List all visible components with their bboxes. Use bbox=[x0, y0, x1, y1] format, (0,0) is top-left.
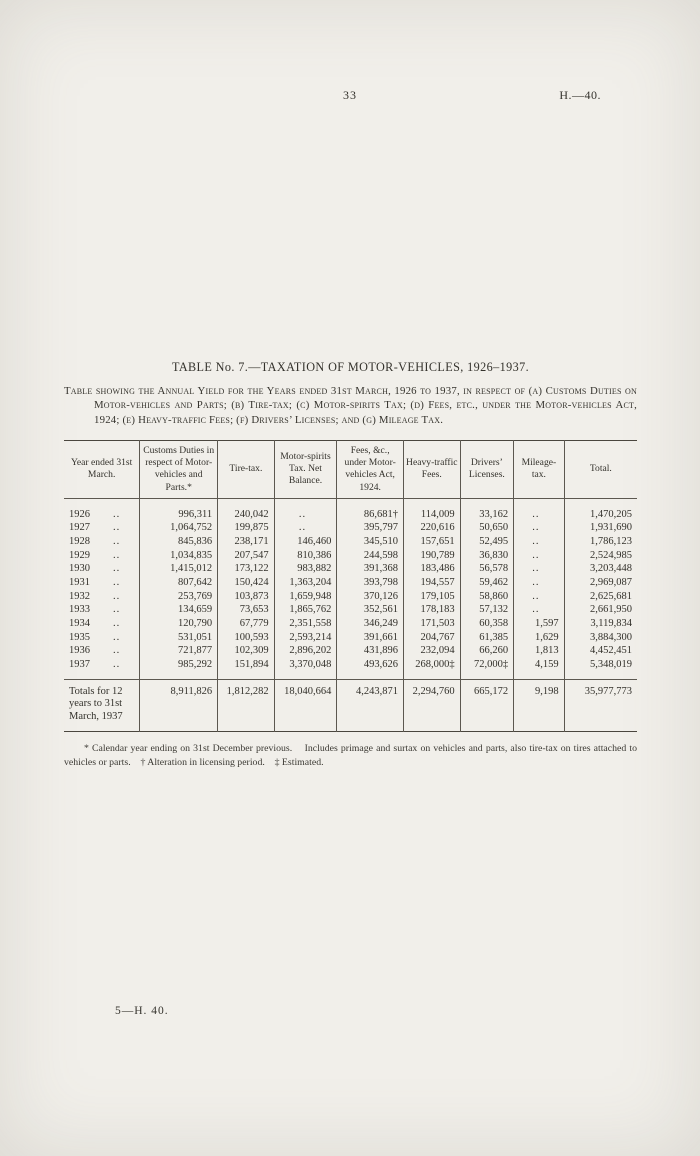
value-cell: 73,653 bbox=[218, 603, 275, 617]
value-cell: 370,126 bbox=[337, 590, 404, 604]
value-cell: 2,524,985 bbox=[564, 549, 637, 563]
year-label: 1932 bbox=[69, 590, 90, 602]
value-cell: 151,894 bbox=[218, 658, 275, 679]
column-header: Tire-tax. bbox=[218, 440, 275, 498]
totals-value-cell: 18,040,664 bbox=[274, 679, 337, 732]
value-cell: 61,385 bbox=[460, 631, 514, 645]
year-leader-dots: .. bbox=[113, 577, 121, 589]
value-cell: 207,547 bbox=[218, 549, 275, 563]
value-cell: 493,626 bbox=[337, 658, 404, 679]
value-cell: 59,462 bbox=[460, 576, 514, 590]
value-cell: 52,495 bbox=[460, 535, 514, 549]
value-cell: 1,470,205 bbox=[564, 498, 637, 521]
value-cell: 1,064,752 bbox=[140, 521, 218, 535]
year-leader-dots: .. bbox=[113, 563, 121, 575]
year-cell bbox=[64, 549, 140, 563]
value-cell: 1,034,835 bbox=[140, 549, 218, 563]
value-cell: 238,171 bbox=[218, 535, 275, 549]
year-label: 1926 bbox=[69, 508, 90, 520]
value-cell: 531,051 bbox=[140, 631, 218, 645]
year-leader-dots: .. bbox=[113, 631, 121, 643]
value-cell: .. bbox=[514, 576, 565, 590]
table-row bbox=[64, 617, 637, 631]
year-leader-dots: .. bbox=[113, 604, 121, 616]
year-label: 1934 bbox=[69, 617, 90, 629]
year-cell bbox=[64, 658, 140, 679]
value-cell: 3,884,300 bbox=[564, 631, 637, 645]
value-cell: 4,452,451 bbox=[564, 644, 637, 658]
year-cell bbox=[64, 631, 140, 645]
year-label: 1927 bbox=[69, 522, 90, 534]
value-cell: 1,931,690 bbox=[564, 521, 637, 535]
year-label: 1933 bbox=[69, 604, 90, 616]
totals-value-cell: 2,294,760 bbox=[404, 679, 461, 732]
value-cell: 346,249 bbox=[337, 617, 404, 631]
year-cell bbox=[64, 498, 140, 521]
value-cell: 2,896,202 bbox=[274, 644, 337, 658]
year-leader-dots: .. bbox=[113, 617, 121, 629]
value-cell: 232,094 bbox=[404, 644, 461, 658]
value-cell: 60,358 bbox=[460, 617, 514, 631]
value-cell: 86,681† bbox=[337, 498, 404, 521]
table-row bbox=[64, 521, 637, 535]
value-cell: 190,789 bbox=[404, 549, 461, 563]
value-cell: 5,348,019 bbox=[564, 658, 637, 679]
value-cell: 391,661 bbox=[337, 631, 404, 645]
year-cell bbox=[64, 644, 140, 658]
column-header: Motor-spirits Tax. Net Balance. bbox=[274, 440, 337, 498]
year-label: 1937 bbox=[69, 658, 90, 670]
year-leader-dots: .. bbox=[113, 658, 121, 670]
value-cell: 2,969,087 bbox=[564, 576, 637, 590]
value-cell: 56,578 bbox=[460, 562, 514, 576]
column-header: Fees, &c., under Motor-vehicles Act, 1924. bbox=[337, 440, 404, 498]
value-cell: 114,009 bbox=[404, 498, 461, 521]
year-leader-dots: .. bbox=[113, 549, 121, 561]
value-cell: 391,368 bbox=[337, 562, 404, 576]
value-cell: 3,203,448 bbox=[564, 562, 637, 576]
value-cell: 1,865,762 bbox=[274, 603, 337, 617]
totals-value-cell: 8,911,826 bbox=[140, 679, 218, 732]
value-cell: .. bbox=[514, 498, 565, 521]
value-cell: 171,503 bbox=[404, 617, 461, 631]
year-cell bbox=[64, 603, 140, 617]
page-header bbox=[0, 88, 700, 104]
table-row bbox=[64, 644, 637, 658]
column-header: Customs Duties in respect of Motor-vehicles and Parts.* bbox=[140, 440, 218, 498]
value-cell: 72,000‡ bbox=[460, 658, 514, 679]
value-cell: .. bbox=[514, 521, 565, 535]
value-cell: .. bbox=[514, 603, 565, 617]
value-cell: 2,351,558 bbox=[274, 617, 337, 631]
year-cell bbox=[64, 617, 140, 631]
totals-value-cell: 35,977,773 bbox=[564, 679, 637, 732]
value-cell: 1,813 bbox=[514, 644, 565, 658]
document-reference: H.—40. bbox=[559, 88, 601, 102]
column-header: Heavy-traffic Fees. bbox=[404, 440, 461, 498]
value-cell: 178,183 bbox=[404, 603, 461, 617]
table-description: Table showing the Annual Yield for the Years ended 31st March, 1926 to 1937, in respect of (a) Customs Duties on Motor-vehicles and Parts; (b) Tire-tax; (c) Motor-spirits Tax; (d) Fees, etc., under the Motor-vehicles Act, 1924; (e) Heavy-traffic Fees; (f) Drivers’ Licenses; and (g) Mileage Tax. bbox=[64, 385, 637, 426]
value-cell: 150,424 bbox=[218, 576, 275, 590]
value-cell: 183,486 bbox=[404, 562, 461, 576]
year-label: 1936 bbox=[69, 645, 90, 657]
value-cell: 102,309 bbox=[218, 644, 275, 658]
table-row bbox=[64, 590, 637, 604]
value-cell: .. bbox=[514, 549, 565, 563]
year-label: 1935 bbox=[69, 631, 90, 643]
totals-value-cell: 9,198 bbox=[514, 679, 565, 732]
year-label: 1929 bbox=[69, 549, 90, 561]
taxation-table bbox=[64, 440, 637, 733]
table-row bbox=[64, 498, 637, 521]
year-leader-dots: .. bbox=[113, 590, 121, 602]
year-cell bbox=[64, 521, 140, 535]
year-leader-dots: .. bbox=[113, 522, 121, 534]
value-cell: 1,786,123 bbox=[564, 535, 637, 549]
footer-reference: 5—H. 40. bbox=[115, 1005, 169, 1017]
column-header: Drivers’ Licenses. bbox=[460, 440, 514, 498]
value-cell: 146,460 bbox=[274, 535, 337, 549]
value-cell: 2,625,681 bbox=[564, 590, 637, 604]
table-header-row bbox=[64, 440, 637, 498]
value-cell: 1,415,012 bbox=[140, 562, 218, 576]
value-cell: 983,882 bbox=[274, 562, 337, 576]
value-cell: 393,798 bbox=[337, 576, 404, 590]
value-cell: .. bbox=[514, 562, 565, 576]
year-label: 1930 bbox=[69, 563, 90, 575]
value-cell: 4,159 bbox=[514, 658, 565, 679]
table-row bbox=[64, 535, 637, 549]
value-cell: .. bbox=[274, 521, 337, 535]
value-cell: 199,875 bbox=[218, 521, 275, 535]
column-header: Mileage-tax. bbox=[514, 440, 565, 498]
value-cell: 67,779 bbox=[218, 617, 275, 631]
value-cell: 100,593 bbox=[218, 631, 275, 645]
value-cell: 352,561 bbox=[337, 603, 404, 617]
year-label: 1928 bbox=[69, 536, 90, 548]
value-cell: 240,042 bbox=[218, 498, 275, 521]
value-cell: 134,659 bbox=[140, 603, 218, 617]
value-cell: 33,162 bbox=[460, 498, 514, 521]
value-cell: 253,769 bbox=[140, 590, 218, 604]
value-cell: 268,000‡ bbox=[404, 658, 461, 679]
value-cell: 1,659,948 bbox=[274, 590, 337, 604]
value-cell: 244,598 bbox=[337, 549, 404, 563]
table-row bbox=[64, 603, 637, 617]
year-leader-dots: .. bbox=[113, 536, 121, 548]
value-cell: 1,363,204 bbox=[274, 576, 337, 590]
value-cell: 179,105 bbox=[404, 590, 461, 604]
column-header: Total. bbox=[564, 440, 637, 498]
value-cell: 431,896 bbox=[337, 644, 404, 658]
value-cell: 807,642 bbox=[140, 576, 218, 590]
column-header: Year ended 31st March. bbox=[64, 440, 140, 498]
totals-row bbox=[64, 679, 637, 732]
value-cell: 66,260 bbox=[460, 644, 514, 658]
value-cell: 36,830 bbox=[460, 549, 514, 563]
year-cell bbox=[64, 535, 140, 549]
value-cell: 120,790 bbox=[140, 617, 218, 631]
value-cell: 50,650 bbox=[460, 521, 514, 535]
table-head bbox=[64, 440, 637, 498]
value-cell: 2,661,950 bbox=[564, 603, 637, 617]
year-label: 1931 bbox=[69, 577, 90, 589]
table-row bbox=[64, 631, 637, 645]
value-cell: 220,616 bbox=[404, 521, 461, 535]
year-cell bbox=[64, 590, 140, 604]
table-row bbox=[64, 658, 637, 679]
value-cell: 996,311 bbox=[140, 498, 218, 521]
value-cell: 810,386 bbox=[274, 549, 337, 563]
totals-label-cell: Totals for 12 years to 31st March, 1937 bbox=[64, 679, 140, 732]
value-cell: 845,836 bbox=[140, 535, 218, 549]
value-cell: 173,122 bbox=[218, 562, 275, 576]
totals-value-cell: 1,812,282 bbox=[218, 679, 275, 732]
year-cell bbox=[64, 576, 140, 590]
value-cell: .. bbox=[514, 535, 565, 549]
table-title: TABLE No. 7.—TAXATION OF MOTOR-VEHICLES, 1926–1937. bbox=[171, 360, 530, 374]
value-cell: .. bbox=[274, 498, 337, 521]
value-cell: 2,593,214 bbox=[274, 631, 337, 645]
table-row bbox=[64, 562, 637, 576]
value-cell: 3,119,834 bbox=[564, 617, 637, 631]
value-cell: 157,651 bbox=[404, 535, 461, 549]
totals-value-cell: 665,172 bbox=[460, 679, 514, 732]
value-cell: 103,873 bbox=[218, 590, 275, 604]
table-foot bbox=[64, 679, 637, 732]
table-row bbox=[64, 576, 637, 590]
value-cell: 3,370,048 bbox=[274, 658, 337, 679]
value-cell: .. bbox=[514, 590, 565, 604]
value-cell: 194,557 bbox=[404, 576, 461, 590]
table-footnote: * Calendar year ending on 31st December previous. Includes primage and surtax on vehicles and parts, also tire-tax on tires attached to vehicles or parts. † Alteration in licensing period. ‡ Estimated. bbox=[64, 743, 640, 768]
totals-value-cell: 4,243,871 bbox=[337, 679, 404, 732]
value-cell: 395,797 bbox=[337, 521, 404, 535]
value-cell: 57,132 bbox=[460, 603, 514, 617]
year-leader-dots: .. bbox=[113, 645, 121, 657]
year-cell bbox=[64, 562, 140, 576]
table-body bbox=[64, 498, 637, 679]
table-row bbox=[64, 549, 637, 563]
page-number: 33 bbox=[343, 88, 357, 102]
value-cell: 58,860 bbox=[460, 590, 514, 604]
year-leader-dots: .. bbox=[113, 508, 121, 520]
value-cell: 985,292 bbox=[140, 658, 218, 679]
table-section bbox=[64, 360, 640, 769]
value-cell: 721,877 bbox=[140, 644, 218, 658]
value-cell: 345,510 bbox=[337, 535, 404, 549]
value-cell: 204,767 bbox=[404, 631, 461, 645]
value-cell: 1,629 bbox=[514, 631, 565, 645]
value-cell: 1,597 bbox=[514, 617, 565, 631]
